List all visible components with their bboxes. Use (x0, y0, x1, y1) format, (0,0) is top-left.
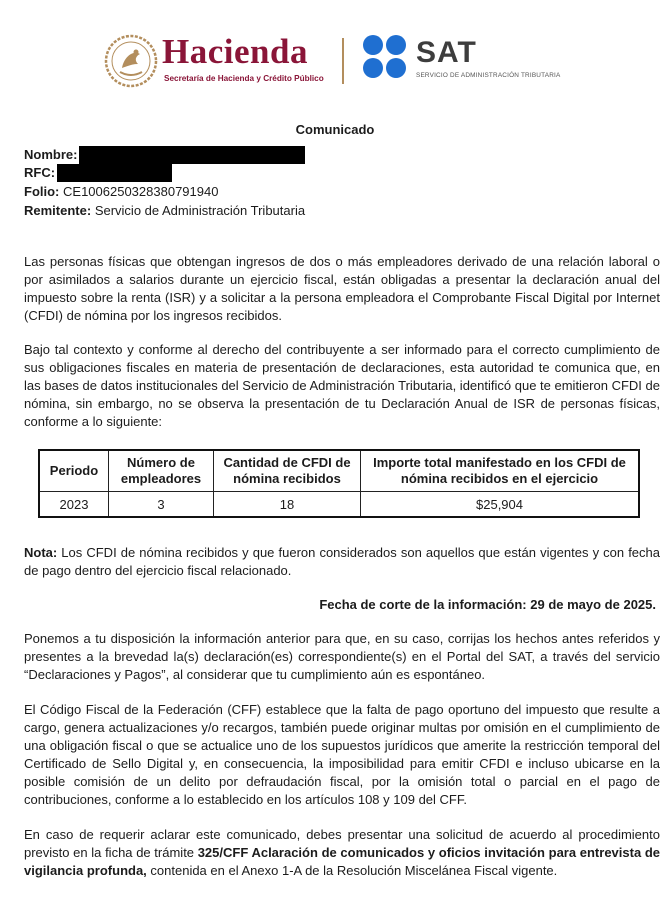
table-header-row (39, 450, 639, 492)
header-periodo: Periodo (39, 450, 109, 492)
mexico-eagle-seal-icon (104, 34, 158, 88)
sat-logo-title: SAT (416, 36, 477, 69)
paragraph-aclaracion (24, 826, 660, 880)
table-row (39, 492, 639, 518)
aclaracion-tramite: 325/CFF Aclaración de comunicados y oficios invitación para entrevista de vigilancia profunda, (24, 845, 661, 879)
header-importe-total: Importe total manifestado en los CFDI de nómina recibidos en el ejercicio (361, 450, 640, 492)
paragraph-disposicion: Ponemos a tu disposición la información anterior para que, en su caso, corrijas los hechos antes referidos y presentes a la brevedad la(s) declaración(es) correspondiente(s) en el Portal del SAT, a través del servicio “Declaraciones y Pagos”, al considerar que tu cumplimiento aún es espontáneo. (24, 631, 660, 683)
header-cantidad-cfdi: Cantidad de CFDI de nómina recibidos (214, 450, 361, 492)
remitente-label: Remitente: (24, 203, 92, 218)
paragraph-nota (24, 544, 660, 580)
cfdi-summary-table (38, 449, 640, 518)
redacted-rfc-block (57, 164, 172, 182)
cell-periodo: 2023 (39, 492, 109, 518)
nombre-label: Nombre: (24, 147, 78, 162)
hacienda-logo-subtitle: Secretaría de Hacienda y Crédito Público (164, 74, 324, 83)
nota-label: Nota: (24, 545, 58, 560)
rfc-row (24, 164, 172, 182)
remitente-value: Servicio de Administración Tributaria (94, 203, 306, 218)
cell-cantidad: 18 (214, 492, 361, 518)
paragraph-obligation: Las personas físicas que obtengan ingresos de dos o más empleadores derivado de una relación laboral o por asimilados a salarios durante un ejercicio fiscal, están obligadas a presentar la declaración anual del impuesto sobre la renta (ISR) y a solicitar a la persona empleadora el Comprobante Fiscal Digital por Internet (CFDI) de nómina por los ingresos recibidos. (24, 254, 660, 324)
aclaracion-text-b: contenida en el Anexo 1-A de la Resolución Miscelánea Fiscal vigente. (146, 863, 558, 879)
nota-text: Los CFDI de nómina recibidos y que fueron considerados son aquellos que están vigentes y con fecha de pago dentro del ejercicio fiscal relacionado. (24, 545, 660, 579)
aclaracion-text-a: En caso de requerir aclarar este comunicado, debes presentar una solicitud de acuerdo al procedimiento previsto en la ficha de trámite (24, 827, 660, 861)
document-title: Comunicado (295, 122, 375, 137)
remitente-row (24, 202, 305, 220)
folio-row (24, 183, 218, 201)
redacted-name-block (79, 146, 305, 164)
folio-value: CE100625032838079194​0 (63, 184, 219, 199)
letterhead (104, 30, 584, 92)
logo-divider (342, 38, 344, 84)
fecha-corte: Fecha de corte de la información: 29 de mayo de 2025. (319, 597, 656, 612)
header-numero-empleadores: Número de empleadores (109, 450, 214, 492)
rfc-label: RFC: (24, 165, 56, 180)
sat-dots-logo-icon (362, 34, 408, 80)
folio-label: Folio: (24, 184, 60, 199)
hacienda-logo-title: Hacienda (162, 32, 308, 71)
cell-importe: $25,904 (361, 492, 640, 518)
paragraph-cff: El Código Fiscal de la Federación (CFF) establece que la falta de pago oportuno del impuesto que resulte a cargo, genera actualizaciones y/o recargos, también puede originar multas por omisión en el cumplimiento de una obligación fiscal o que se actualice uno de los supuestos jurídicos que amerite la restricción temporal del Certificado de Sello Digital y, en consecuencia, la imposibilidad para emitir CFDI e incluso ubicarse en la posible comisión de un delito por defraudación fiscal, por la omisión total o parcial en el pago de contribuciones, conforme a lo establecido en los artículos 108 y 109 del CFF. (24, 702, 660, 808)
paragraph-context: Bajo tal contexto y conforme al derecho del contribuyente a ser informado para el correcto cumplimiento de sus obligaciones fiscales en materia de presentación de declaraciones, esta autoridad te comunica que, en las bases de datos institucionales del Servicio de Administración Tributaria, identificó que te emitieron CFDI de nómina, sin embargo, no se observa la presentación de tu Declaración Anual de ISR de personas físicas, conforme a lo siguiente: (24, 342, 660, 430)
sat-logo-subtitle: SERVICIO DE ADMINISTRACIÓN TRIBUTARIA (416, 72, 561, 79)
cell-empleadores: 3 (109, 492, 214, 518)
nombre-row (24, 146, 305, 164)
